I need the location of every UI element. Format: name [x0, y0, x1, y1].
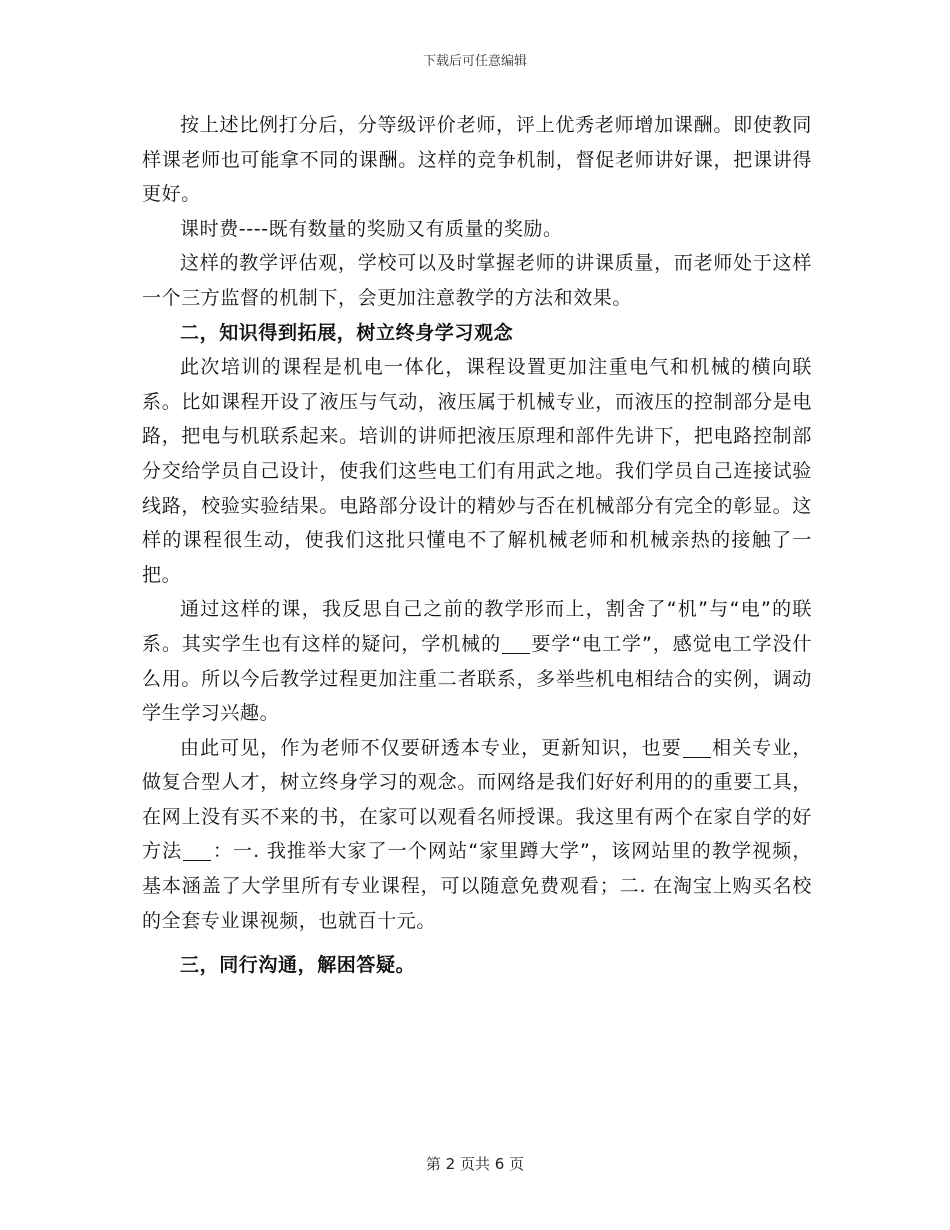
paragraph-scoring: 按上述比例打分后，分等级评价老师，评上优秀老师增加课酬。即使教同样课老师也可能拿不同的课酬。这样的竞争机制，督促老师讲好课，把课讲得更好。	[142, 114, 812, 206]
paragraph-course: 此次培训的课程是机电一体化，课程设置更加注重电气和机械的横向联系。比如课程开设了液压与气动，液压属于机械专业，而液压的控制部分是电路，把电与机联系起来。培训的讲师把液压原理和部件先讲下，把电路控制部分交给学员自己设计，使我们这些电工们有用武之地。我们学员自己连接试验线路，校验实验结果。电路部分设计的精妙与否在机械部分有完全的彰显。这样的课程很生动，使我们这批只懂电不了解机械老师和机械亲热的接触了一把。	[142, 356, 812, 586]
learning-text-3: ：一. 我推举大家了一个网站“家里蹲大学”，该网站里的教学视频，基本涵盖了大学里所有专业课程，可以随意免费观看；二. 在淘宝上购买名校的全套专业课视频，也就百十元。	[142, 840, 812, 932]
document-body	[142, 108, 812, 983]
section-heading-knowledge: 二，知识得到拓展，树立终身学习观念	[180, 321, 514, 344]
learning-text-2: 相关专业，做复合型人才，树立终身学习的观念。而网络是我们好好利用的的重要工具，在网上没有买不来的书，在家可以观看名师授课。我这里有两个在家自学的好方法	[142, 736, 812, 863]
paragraph-class-fee: 课时费----既有数量的奖励又有质量的奖励。	[180, 217, 563, 240]
paragraph-lifelong-learning	[142, 731, 812, 939]
learning-text-1: 由此可见，作为老师不仅要研透本专业，更新知识，也要	[180, 736, 682, 759]
fill-blank	[502, 634, 530, 654]
reflection-text-1: 通过这样的课，我反思自己之前的教学形而上，割舍了“机”与“电”的联系。其实学生也有这样的疑问，学机械的	[142, 598, 812, 655]
page-header: 下载后可任意编辑	[422, 54, 527, 69]
fill-blank	[183, 841, 211, 861]
paragraph-evaluation: 这样的教学评估观，学校可以及时掌握老师的讲课质量，而老师处于这样一个三方监督的机制下，会更加注意教学的方法和效果。	[142, 252, 812, 309]
section-heading-communication: 三，同行沟通，解困答疑。	[180, 954, 416, 977]
paragraph-reflection	[142, 592, 812, 730]
fill-blank	[683, 738, 711, 758]
reflection-text-2: 要学“电工学”，感觉电工学没什么用。所以今后教学过程更加注重二者联系，多举些机电相结合的实例，调动学生学习兴趣。	[142, 632, 812, 725]
page-number: 第 2 页共 6 页	[425, 1155, 525, 1173]
